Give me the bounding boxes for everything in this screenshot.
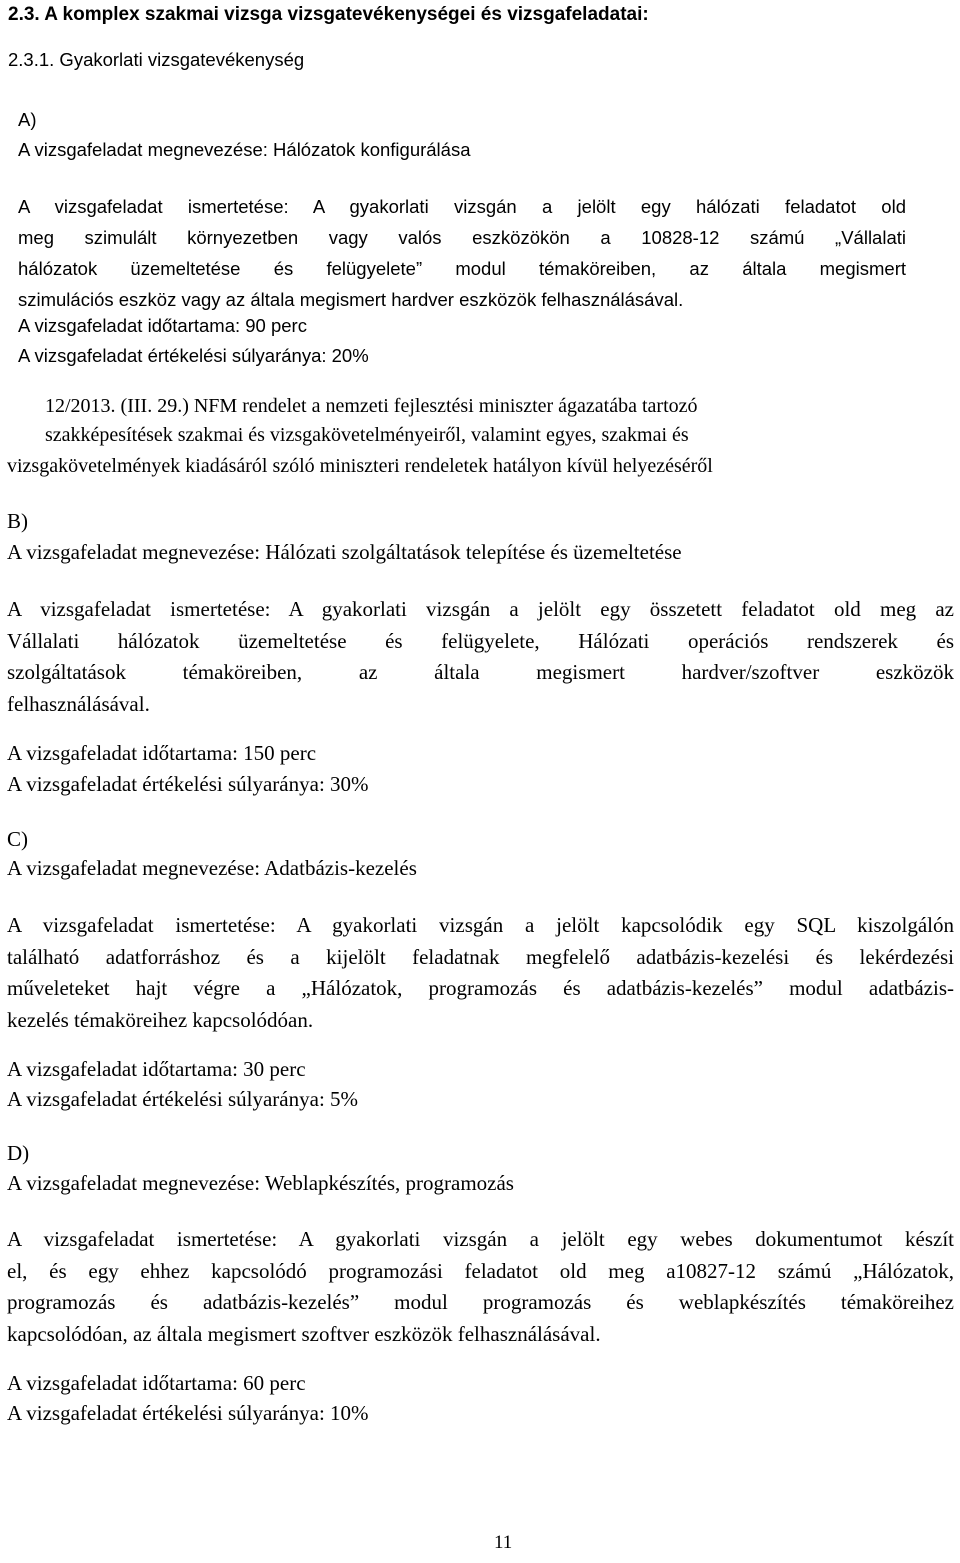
section-b-description <box>7 594 954 720</box>
description-line: A vizsgafeladat ismertetése: A gyakorlati vizsgán a jelölt egy webes dokumentumot készít <box>7 1227 954 1251</box>
section-b-duration: A vizsgafeladat időtartama: 150 perc <box>7 741 317 765</box>
section-c-letter: C) <box>7 827 28 851</box>
regulation-note-line-2: szakképesítések szakmai és vizsgakövetelményeiről, valamint egyes, szakmai és <box>45 424 689 446</box>
description-line: A vizsgafeladat ismertetése: A gyakorlati vizsgán a jelölt kapcsolódik egy SQL kiszolgálón <box>7 913 954 937</box>
section-c-name: A vizsgafeladat megnevezése: Adatbázis-kezelés <box>7 856 417 880</box>
section-d-description <box>7 1224 954 1350</box>
section-d-letter: D) <box>7 1141 30 1165</box>
description-line: szimulációs eszköz vagy az általa megismert hardver eszközök felhasználásával. <box>18 289 684 310</box>
description-line: el, és egy ehhez kapcsolódó programozási feladatot old meg a10827-12 számú „Hálózatok, <box>7 1258 954 1283</box>
section-d-weight: A vizsgafeladat értékelési súlyaránya: 10% <box>7 1401 369 1425</box>
section-a-letter: A) <box>18 109 37 130</box>
section-d-duration: A vizsgafeladat időtartama: 60 perc <box>7 1371 306 1395</box>
regulation-note-line-3: vizsgakövetelmények kiadásáról szóló miniszteri rendeletek hatályon kívül helyezéséről <box>7 455 713 477</box>
description-line: hálózatok üzemeltetése és felügyelete” modul témaköreiben, az általa megismert <box>18 258 906 279</box>
section-a-description <box>18 191 906 315</box>
description-line: kapcsolódóan, az általa megismert szoftver eszközök felhasználásával. <box>7 1321 601 1346</box>
section-heading: 2.3. A komplex szakmai vizsga vizsgatevékenységei és vizsgafeladatai: <box>8 4 649 25</box>
description-line: Vállalati hálózatok üzemeltetése és felügyelete, Hálózati operációs rendszerek és <box>7 628 954 653</box>
section-b-letter: B) <box>7 509 28 533</box>
description-line: található adatforráshoz és a kijelölt feladatnak megfelelő adatbázis-kezelési és lekérdezési <box>7 944 954 969</box>
section-d-name: A vizsgafeladat megnevezése: Weblapkészítés, programozás <box>7 1171 514 1195</box>
description-line: szolgáltatások témaköreiben, az általa megismert hardver/szoftver eszközök <box>7 660 954 684</box>
section-b-name: A vizsgafeladat megnevezése: Hálózati szolgáltatások telepítése és üzemeltetése <box>7 540 682 564</box>
description-line: A vizsgafeladat ismertetése: A gyakorlati vizsgán a jelölt egy összetett feladatot old meg az <box>7 597 954 621</box>
section-a-name: A vizsgafeladat megnevezése: Hálózatok konfigurálása <box>18 139 471 160</box>
description-line: A vizsgafeladat ismertetése: A gyakorlati vizsgán a jelölt egy hálózati feladatot old <box>18 196 906 217</box>
section-a-weight: A vizsgafeladat értékelési súlyaránya: 20% <box>18 345 369 366</box>
subsection-heading: 2.3.1. Gyakorlati vizsgatevékenység <box>8 49 305 70</box>
description-line: programozás és adatbázis-kezelés” modul programozás és weblapkészítés témaköreihez <box>7 1290 954 1314</box>
description-line: meg szimulált környezetben vagy valós eszközökön a 10828-12 számú „Vállalati <box>18 227 906 248</box>
section-c-description <box>7 910 954 1036</box>
section-c-duration: A vizsgafeladat időtartama: 30 perc <box>7 1057 306 1081</box>
section-b-weight: A vizsgafeladat értékelési súlyaránya: 30% <box>7 772 369 796</box>
page-number: 11 <box>494 1532 513 1553</box>
section-a-duration: A vizsgafeladat időtartama: 90 perc <box>18 315 307 336</box>
description-line: műveleteket hajt végre a „Hálózatok, programozás és adatbázis-kezelés” modul adatbázis- <box>7 976 954 1000</box>
regulation-note-line-1: 12/2013. (III. 29.) NFM rendelet a nemzeti fejlesztési miniszter ágazatába tartozó <box>45 395 698 417</box>
description-line: kezelés témaköreihez kapcsolódóan. <box>7 1007 314 1032</box>
section-c-weight: A vizsgafeladat értékelési súlyaránya: 5% <box>7 1087 359 1111</box>
description-line: felhasználásával. <box>7 691 150 716</box>
